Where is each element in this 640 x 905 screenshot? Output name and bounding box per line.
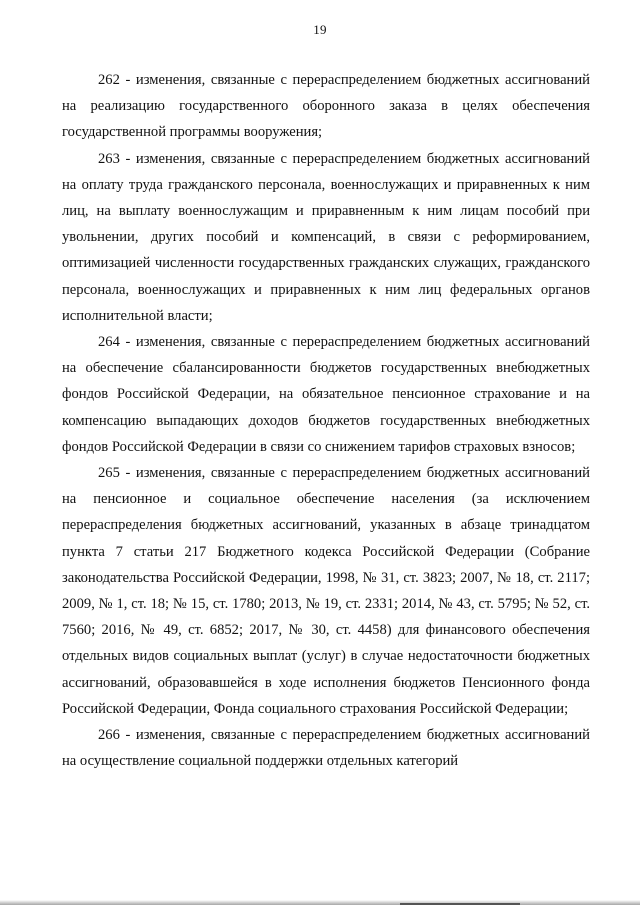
paragraph-263: 263 - изменения, связанные с перераспределением бюджетных ассигнований на оплату труда гражданского персонала, военнослужащих и приравненных к ним лиц, на выплату военнослужащим и приравненным к ним лицам пособий при увольнении, других пособий и компенсаций, в связи с реформированием, оптимизацией численности государственных гражданских служащих, гражданского персонала, военнослужащих и приравненных к ним лиц федеральных органов исполнительной власти; bbox=[62, 150, 590, 324]
paragraph-262: 262 - изменения, связанные с перераспределением бюджетных ассигнований на реализацию государственного оборонного заказа в целях обеспечения государственной программы вооружения; bbox=[62, 72, 590, 141]
paragraph-266: 266 - изменения, связанные с перераспределением бюджетных ассигнований на осуществление социальной поддержки отдельных категорий bbox=[62, 727, 590, 770]
page-number: 19 bbox=[313, 22, 327, 37]
paragraph-265: 265 - изменения, связанные с перераспределением бюджетных ассигнований на пенсионное и социальное обеспечение населения (за исключением перераспределения бюджетных ассигнований, указанных в абзаце тринадцатом пункта 7 статьи 217 Бюджетного кодекса Российской Федерации (Собрание законодательства Российской Федерации, 1998, № 31, ст. 3823; 2007, № 18, ст. 2117; 2009, № 1, ст. 18; № 15, ст. 1780; 2013, № 19, ст. 2331; 2014, № 43, ст. 5795; № 52, ст. 7560; 2016, № 49, ст. 6852; 2017, № 30, ст. 4458) для финансового обеспечения отдельных видов социальных выплат (услуг) в случае недостаточности бюджетных ассигнований, образовавшейся в ходе исполнения бюджетов Пенсионного фонда Российской Федерации, Фонда социального страхования Российской Федерации; bbox=[62, 465, 590, 717]
paragraph-264: 264 - изменения, связанные с перераспределением бюджетных ассигнований на обеспечение сбалансированности бюджетов государственных внебюджетных фондов Российской Федерации, на обязательное пенсионное страхование и на компенсацию выпадающих доходов бюджетов государственных внебюджетных фондов Российской Федерации в связи со снижением тарифов страховых взносов; bbox=[62, 334, 590, 455]
page-bottom-edge bbox=[0, 900, 640, 905]
document-body bbox=[62, 67, 590, 774]
